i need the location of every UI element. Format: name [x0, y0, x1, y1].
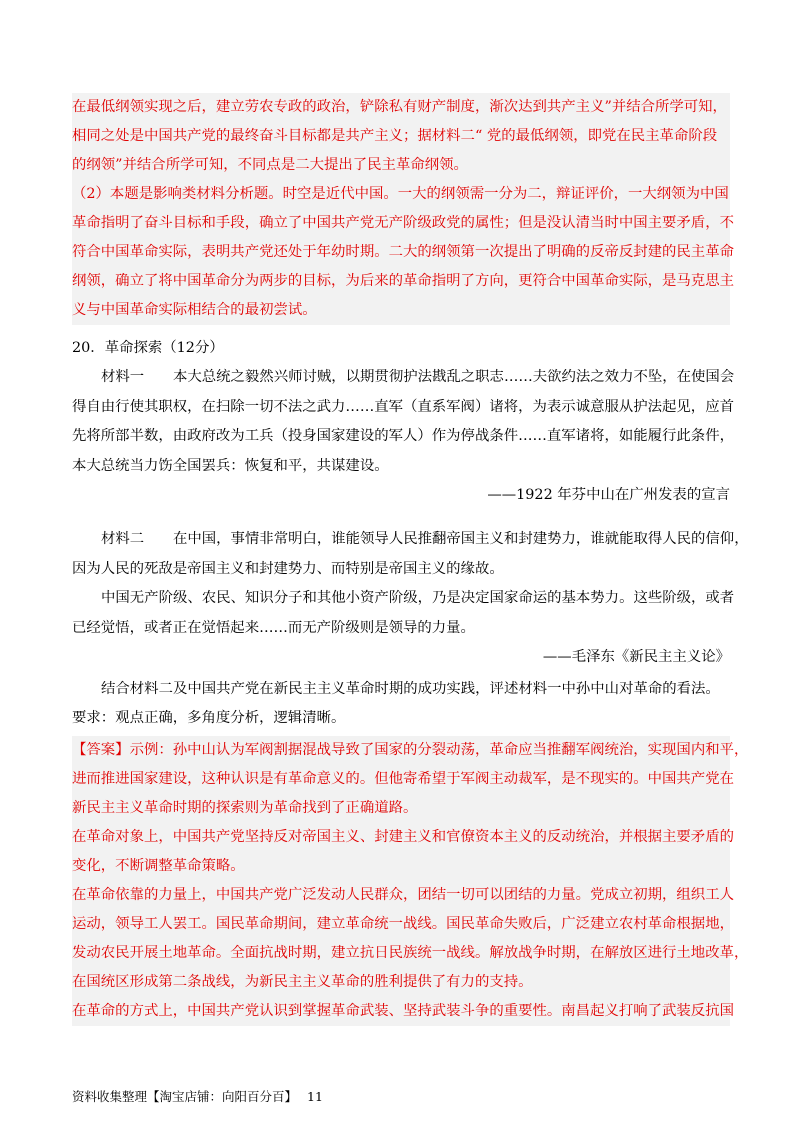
answer-block-top	[72, 93, 734, 325]
answer-line: 符合中国革命实际，表明共产党还处于年幼时期。二大的纲领第一次提出了明确的反帝反封建的民主革命	[72, 244, 734, 260]
material-line: 因为人民的死敌是帝国主义和封建势力、而特别是帝国主义的缘故。	[72, 560, 504, 577]
answer-line: 在革命对象上，中国共产党坚持反对帝国主义、封建主义和官僚资本主义的反动统治，并根据主要矛盾的	[72, 829, 734, 845]
page-footer	[72, 1087, 323, 1105]
answer-line	[72, 736, 749, 765]
material-line: 本大总统当力饬全国罢兵：恢复和平，共谋建设。	[72, 457, 389, 474]
question-title: 20．革命探索（12分）	[72, 340, 224, 356]
page-number: 11	[307, 1089, 323, 1104]
footer-source: 资料收集整理【淘宝店铺：向阳百分百】	[72, 1089, 298, 1104]
answer-line: 义与中国革命实际相结合的最初尝试。	[72, 302, 317, 318]
answer-block-bottom	[72, 736, 749, 1026]
answer-line: 在国统区形成第二条战线，为新民主主义革命的胜利提供了有力的支持。	[72, 974, 533, 990]
material-one	[72, 363, 735, 511]
answer-line: 的纲领”并结合所学可知，不同点是二大提出了民主革命纲领。	[72, 157, 468, 173]
material-line: 材料二 在中国，事情非常明白，谁能领导人民推翻帝国主义和封建势力，谁就能取得人民的信仰，	[101, 531, 749, 547]
answer-line: 在革命依靠的力量上，中国共产党广泛发动人民群众，团结一切可以团结的力量。党成立初期，组织工人	[72, 887, 734, 903]
answer-line: 变化，不断调整革命策略。	[72, 858, 245, 874]
answer-line: 发动农民开展土地革命。全面抗战时期，建立抗日民族统一战线。解放战争时期，在解放区进行土地改革，	[72, 945, 749, 961]
question-header	[72, 334, 730, 363]
answer-line: 革命指明了奋斗目标和手段，确立了中国共产党无产阶级政党的属性；但是没认清当时中国主要矛盾，不	[72, 215, 734, 231]
answer-line: 在革命的方式上，中国共产党认识到掌握革命武装、坚持武装斗争的重要性。南昌起义打响了武装反抗国	[72, 1003, 734, 1019]
prompt-line: 结合材料二及中国共产党在新民主主义革命时期的成功实践，评述材料一中孙中山对革命的看法。	[101, 681, 720, 697]
material-line: 中国无产阶级、农民、知识分子和其他小资产阶级，乃是决定国家命运的基本势力。这些阶级，或者	[101, 590, 735, 606]
material-source: ——毛泽东《新民主主义论》	[542, 649, 730, 665]
material-two	[72, 525, 749, 673]
answer-line: 相同之处是中国共产党的最终奋斗目标都是共产主义；据材料二“ 党的最低纲领，即党在民主革命阶段	[72, 128, 718, 144]
answer-line: 在最低纲领实现之后，建立劳农专政的政治，铲除私有财产制度，渐次达到共产主义”并结合所学可知，	[72, 99, 727, 115]
material-line: 材料一 本大总统之毅然兴师讨贼，以期贯彻护法戡乱之职志……夫欲约法之效力不坠，在使国会	[101, 369, 735, 385]
material-line: 得自由行使其职权，在扫除一切不法之武力……直军（直系军阀）诸将，为表示诚意服从护法起见，应首	[72, 398, 734, 415]
answer-line: 进而推进国家建设，这种认识是有革命意义的。但他寄希望于军阀主动裁军，是不现实的。中国共产党在	[72, 771, 734, 787]
answer-line: 纲领，确立了将中国革命分为两步的目标，为后来的革命指明了方向，更符合中国革命实际，是马克思主	[72, 273, 734, 289]
material-line: 已经觉悟，或者正在觉悟起来……而无产阶级则是领导的力量。	[72, 619, 475, 636]
material-line: 先将所部半数，由政府改为工兵（投身国家建设的军人）作为停战条件……直军诸将，如能履行此条件，	[72, 428, 734, 444]
answer-line: 新民主主义革命时期的探索则为革命找到了正确道路。	[72, 800, 418, 816]
question-prompt	[72, 675, 730, 733]
requirement-line: 要求：观点正确，多角度分析，逻辑清晰。	[72, 710, 346, 726]
answer-line: （2）本题是影响类材料分析题。时空是近代中国。一大的纲领需一分为二，辩证评价，一大纲领为中国	[72, 186, 729, 202]
answer-tag: 【答案】	[72, 742, 130, 758]
material-source: ——1922 年芬中山在广州发表的宣言	[487, 487, 730, 503]
answer-line: 运动，领导工人罢工。国民革命期间，建立革命统一战线。国民革命失败后，广泛建立农村革命根据地，	[72, 916, 734, 932]
answer-text: 示例：孙中山认为军阀割据混战导致了国家的分裂动荡，革命应当推翻军阀统治，实现国内和平，	[129, 742, 749, 758]
